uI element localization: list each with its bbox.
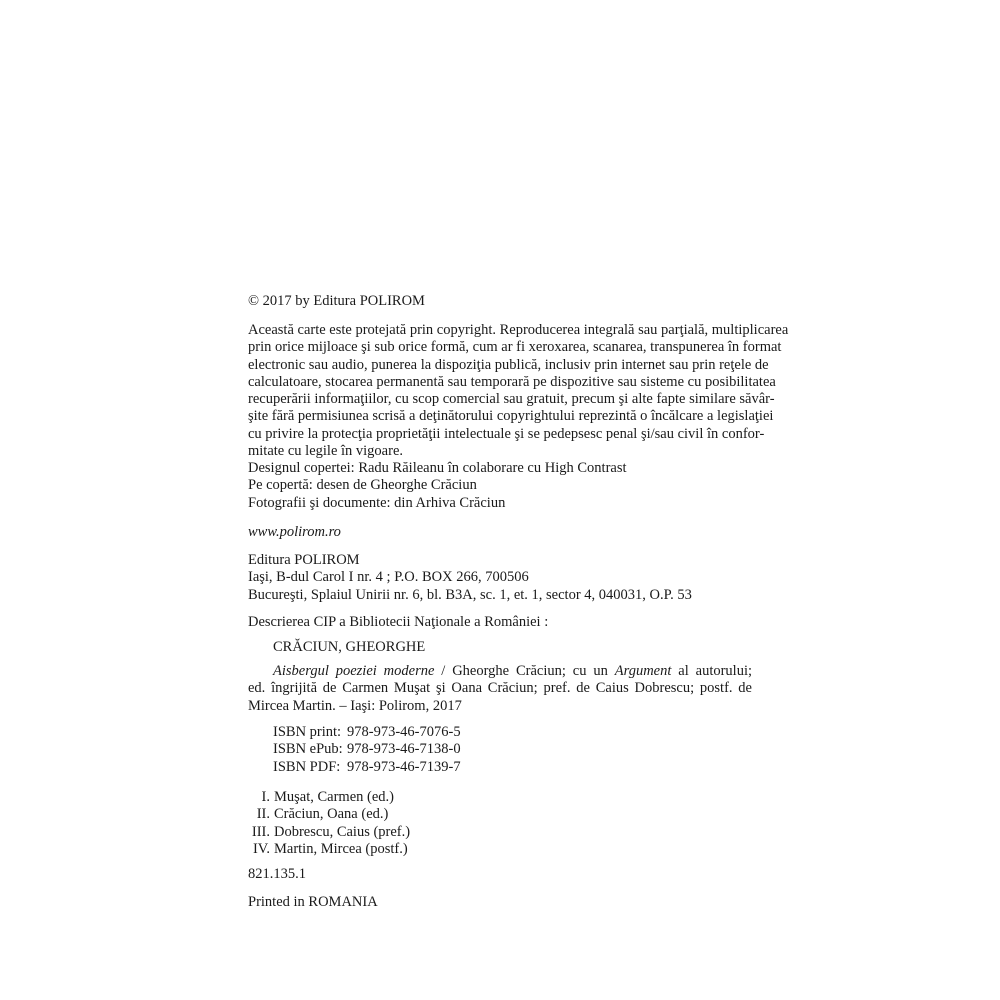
cip-entry-line-2: ed. îngrijită de Carmen Muşat şi Oana Crăciun; pref. de Caius Dobrescu; postf. de	[248, 680, 752, 697]
legal-line: calculatoare, stocarea permanentă sau temporară pe dispozitive sau sisteme cu posibilitatea	[248, 373, 776, 390]
legal-line: cu privire la protecţia proprietăţii intelectuale şi se pedepsesc penal şi/sau civil în confor-	[248, 425, 765, 442]
classification-code: 821.135.1	[248, 866, 306, 882]
website-link[interactable]: www.polirom.ro	[248, 524, 341, 540]
legal-line: mitate cu legile în vigoare.	[248, 443, 404, 460]
publisher-address-bucuresti: Bucureşti, Splaiul Unirii nr. 6, bl. B3A, sc. 1, et. 1, sector 4, 040031, O.P. 53	[248, 586, 692, 603]
publisher-block	[248, 552, 752, 604]
printed-in: Printed in ROMANIA	[248, 894, 378, 910]
publisher-address-iasi: Iaşi, B-dul Carol I nr. 4 ; P.O. BOX 266, 700506	[248, 569, 529, 586]
publisher-name: Editura POLIROM	[248, 552, 360, 568]
isbn-block	[248, 724, 752, 776]
credit-cover-art: Pe copertă: desen de Gheorghe Crăciun	[248, 477, 477, 494]
cip-entry-line-1: Aisbergul poeziei moderne / Gheorghe Crăciun; cu un Argument al autorului;	[273, 663, 753, 679]
copyright-notice	[248, 293, 752, 310]
contributor-item: II. Crăciun, Oana (ed.)	[256, 806, 389, 823]
credits-block	[248, 460, 752, 512]
copyright-line: © 2017 by Editura POLIROM	[248, 293, 425, 309]
printed-block	[248, 894, 752, 911]
legal-line: electronic sau audio, punerea la dispoziţia publică, inclusiv prin internet sau prin reţele de	[248, 356, 769, 373]
cip-author-name: CRĂCIUN, GHEORGHE	[273, 639, 426, 655]
legal-line: Această carte este protejată prin copyright. Reproducerea integrală sau parţială, multiplicarea	[248, 322, 789, 338]
cip-heading	[248, 614, 752, 631]
credit-cover-design: Designul copertei: Radu Răileanu în colaborare cu High Contrast	[248, 460, 627, 476]
book-title: Aisbergul poeziei moderne	[273, 663, 435, 679]
cip-entry	[248, 663, 752, 715]
cip-author	[248, 639, 752, 656]
contributor-item: I. Muşat, Carmen (ed.)	[261, 789, 394, 805]
isbn-pdf: ISBN PDF: 978-973-46-7139-7	[273, 758, 461, 775]
argument-word: Argument	[614, 663, 672, 679]
legal-line: recuperării informaţiilor, cu scop comercial sau gratuit, precum şi alte fapte similare săvâr-	[248, 391, 775, 408]
cip-heading-text: Descrierea CIP a Bibliotecii Naţionale a României :	[248, 614, 549, 630]
cip-entry-line-3: Mircea Martin. – Iaşi: Polirom, 2017	[248, 697, 462, 714]
isbn-print: ISBN print: 978-973-46-7076-5	[273, 724, 461, 740]
contributors-block	[248, 789, 752, 858]
classification-block	[248, 866, 752, 883]
legal-paragraph	[248, 322, 789, 460]
contributor-item: IV. Martin, Mircea (postf.)	[252, 840, 408, 857]
legal-line: prin orice mijloace şi sub orice formă, cum ar fi xeroxarea, scanarea, transpunerea în format	[248, 339, 782, 356]
credit-photos: Fotografii şi documente: din Arhiva Crăciun	[248, 494, 506, 511]
legal-line: şite fără permisiunea scrisă a deţinătorului copyrightului reprezintă o încălcare a legislaţiei	[248, 408, 774, 425]
contributor-item: III. Dobrescu, Caius (pref.)	[251, 823, 411, 840]
website-block	[248, 524, 752, 541]
isbn-epub: ISBN ePub: 978-973-46-7138-0	[273, 741, 461, 758]
